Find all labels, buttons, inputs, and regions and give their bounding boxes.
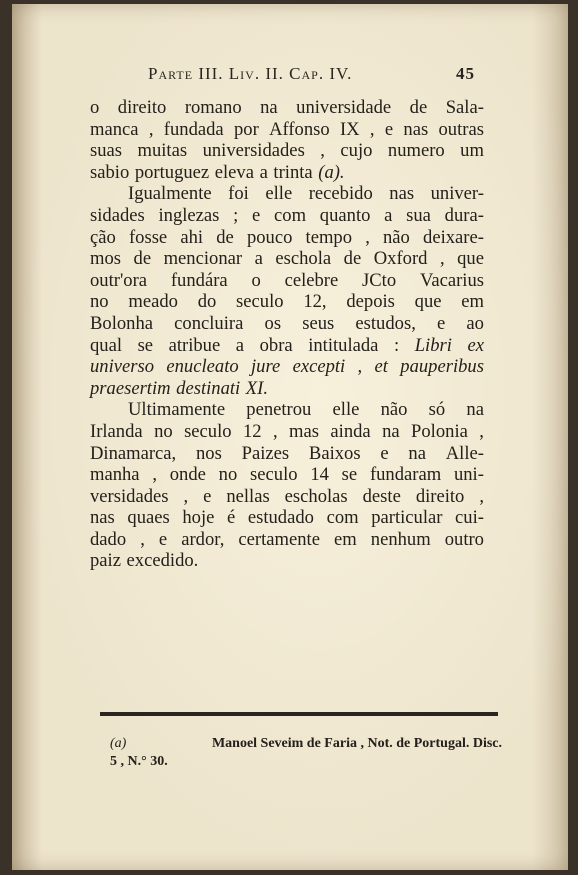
text-line: mos de mencionar a eschola de Oxford , que bbox=[90, 248, 484, 270]
text-line: Irlanda no seculo 12 , mas ainda na Polonia , bbox=[90, 420, 484, 442]
text-line: suas muitas universidades , cujo numero um bbox=[90, 140, 484, 162]
page-number: 45 bbox=[456, 64, 475, 83]
book-page bbox=[12, 4, 568, 870]
text-line: Dinamarca, nos Paizes Baixos e na Alle- bbox=[90, 442, 484, 464]
body-text bbox=[90, 97, 484, 572]
running-title: Parte III. Liv. II. Cap. IV. bbox=[148, 64, 353, 83]
text-line: ção fosse ahi de pouco tempo , não deixare- bbox=[90, 226, 484, 248]
running-header bbox=[12, 64, 568, 88]
text-line: sidades inglezas ; e com quanto a sua dura- bbox=[90, 204, 484, 226]
text-line: universo enucleato jure excepti , et pauperibus bbox=[90, 356, 484, 378]
text-line: outr'ora fundára o celebre JCto Vacarius bbox=[90, 269, 484, 291]
text-line: manca , fundada por Affonso IX , e nas outras bbox=[90, 118, 484, 140]
footnote-citation: Manoel Seveim de Faria , Not. de Portugal. Disc. bbox=[211, 736, 502, 751]
footnote-line-1 bbox=[110, 735, 502, 753]
text-line: paiz excedido. bbox=[90, 550, 199, 572]
footnote-line-2 bbox=[110, 753, 502, 771]
text-line: no meado do seculo 12, depois que em bbox=[90, 291, 484, 313]
text-line: versidades , e nellas escholas deste direito , bbox=[90, 485, 484, 507]
text-line: nas quaes hoje é estudado com particular cui- bbox=[90, 507, 484, 529]
text-line: sabio portuguez eleva a trinta (a). bbox=[90, 161, 345, 183]
footnote-marker: (a) bbox=[110, 736, 127, 751]
text-line: qual se atribue a obra intitulada : Libri ex bbox=[90, 334, 484, 356]
footnote bbox=[110, 735, 502, 771]
text-line: manha , onde no seculo 14 se fundaram uni- bbox=[90, 464, 484, 486]
text-line: Ultimamente penetrou elle não só na bbox=[128, 399, 484, 421]
footnote-citation-cont: 5 , N.° 30. bbox=[110, 754, 168, 769]
text-line: o direito romano na universidade de Sala- bbox=[90, 97, 484, 118]
text-line: Bolonha concluira os seus estudos, e ao bbox=[90, 312, 484, 334]
footnote-rule bbox=[100, 712, 498, 716]
text-line: praesertim destinati XI. bbox=[90, 377, 268, 399]
text-line: Igualmente foi elle recebido nas univer- bbox=[128, 183, 484, 205]
text-line: dado , e ardor, certamente em nenhum outro bbox=[90, 528, 484, 550]
